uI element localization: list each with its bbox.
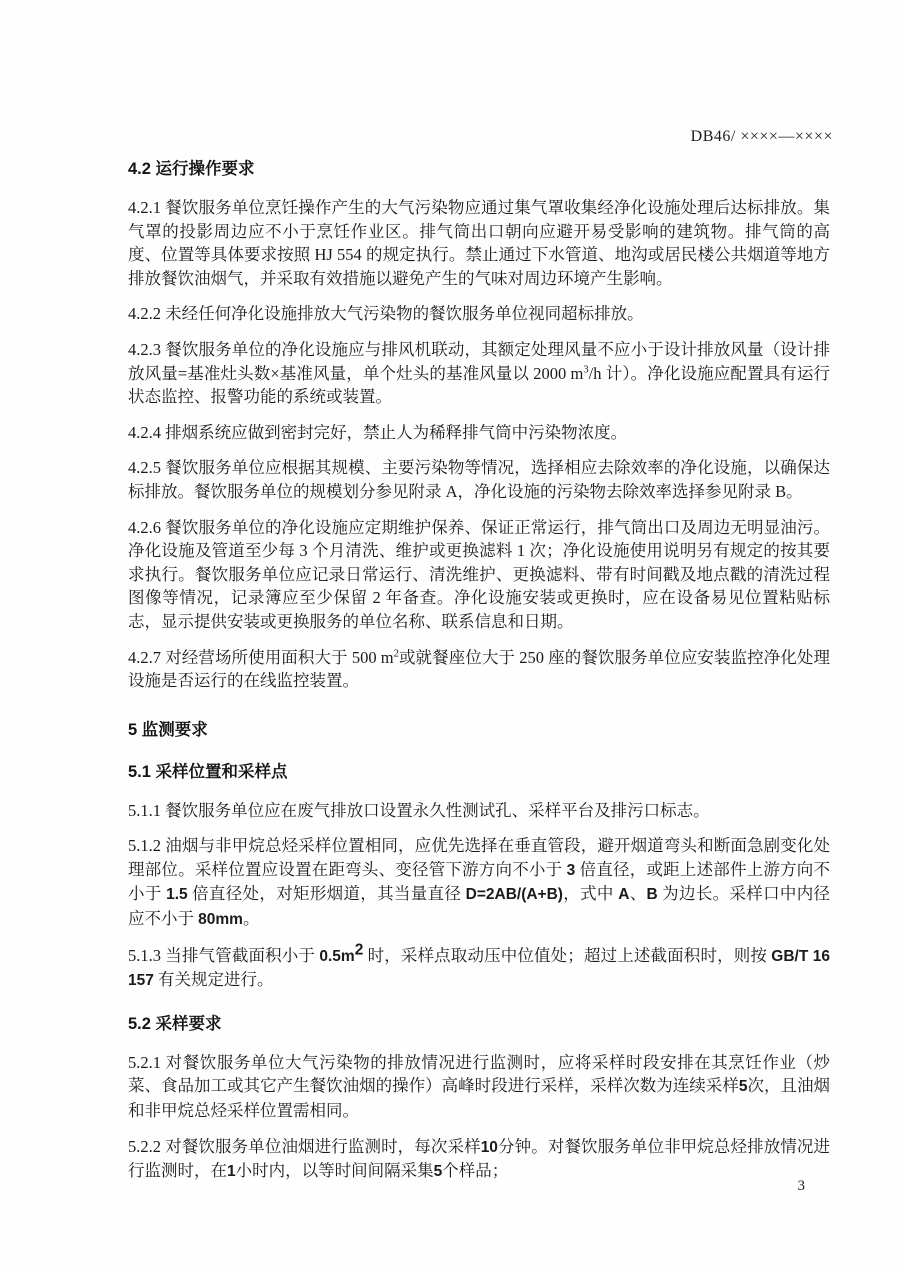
clause-4-2-1 [128,196,830,290]
clause-4-2-2 [128,302,830,326]
text-segment: 2 [354,941,364,959]
text-segment: 或就餐座位大于 250 座的餐饮服务单位应安装监控净化处理设施是否运行的在线监控装置。 [128,647,830,691]
text-segment: 5.2.1 对餐饮服务单位大气污染物的排放情况进行监测时，应将采样时段安排在其烹饪作业（炒菜、食品加工或其它产生餐饮油烟的操作）高峰时段进行采样，采样次数为连续采样 [128,1052,830,1096]
document-content [128,148,830,1196]
clause-4-2-5 [128,456,830,503]
text-segment: 10 [480,1138,498,1156]
page-header [691,126,833,148]
text-segment: 4.2.2 未经任何净化设施排放大气污染物的餐饮服务单位视同超标排放。 [128,304,644,324]
text-segment: 4.2.3 餐饮服务单位的净化设施应与排风机联动，其额定处理风量不应小于设计排放风量（设计排放风量=基准灶头数×基准风量，单个灶头的基准风量以 2000 m [128,339,830,383]
text-segment: 3 [566,861,576,879]
heading-5-1: 5.1 采样位置和采样点 [128,762,288,781]
text-segment: 。 [242,909,260,929]
text-segment: GB/T 16157 [128,947,831,990]
text-segment: 5.1.3 当排气管截面积小于 [128,945,320,965]
clause-4-2-4 [128,421,830,445]
text-segment: 5 [433,1163,443,1181]
text-segment: 倍直径处，对矩形烟道，其当量直径 [187,884,466,904]
text-segment: 4.2.4 排烟系统应做到密封完好，禁止人为稀释排气筒中污染物浓度。 [128,422,628,442]
text-segment: 倍直径，或距上述部件上游方向不小于 [128,859,831,904]
text-segment: A [618,886,630,904]
text-segment: B [646,886,658,904]
text-segment: 4.2.5 餐饮服务单位应根据其规模、主要污染物等情况，选择相应去除效率的净化设施，以确保达标排放。餐饮服务单位的规模划分参见附录 A，净化设施的污染物去除效率选择参见附录 B。 [128,458,830,501]
clause-4-2-7 [128,646,830,693]
text-segment: 5.1.2 油烟与非甲烷总烃采样位置相同，应优先选择在垂直管段，避开烟道弯头和断面急剧变化处理部位。采样位置应设置在距弯头、变径管下游方向不小于 [128,836,830,879]
text-segment: 5.2.2 对餐饮服务单位油烟进行监测时，每次采样 [128,1136,481,1156]
clause-4-2-6 [128,516,830,634]
page-footer [798,1176,806,1196]
text-segment: 为边长。采样口中内径应不小于 [128,884,831,929]
clause-5-2-1 [128,1051,830,1123]
clause-5-1-3 [128,941,831,993]
page-number: 3 [797,1178,805,1194]
doc-number: DB46/ ××××—×××× [690,128,833,145]
clause-5-1-1 [128,799,830,823]
text-segment: D=2AB/(A+B) [465,886,563,904]
text-segment: 个样品； [442,1161,509,1181]
clause-5-2-2 [128,1135,830,1184]
text-segment: 、 [629,884,647,904]
text-segment: ，式中 [562,884,619,904]
clause-5-1-2 [128,834,830,931]
heading-5: 5 监测要求 [128,720,208,739]
text-segment: 4.2.6 餐饮服务单位的净化设施应定期维护保养、保证正常运行，排气筒出口及周边无明显油污。净化设施及管道至少每 3 个月清洗、维护或更换滤料 1 次；净化设施使用说明另有规定的按其要求执行。餐饮服务单位应记录日常运行、清洗维护、更换滤料、带有时间戳及地点戳的清洗过程图像等情况，记录簿应至少保留 2 年备查。净化设施安装或更换时，应在设备易见位置粘贴标志，显示提供安装或更换服务的单位名称、联系信息和日期。 [128,517,830,631]
heading-5-2: 5.2 采样要求 [128,1014,222,1033]
text-segment: 4.2.7 对经营场所使用面积大于 500 m [128,647,394,667]
text-segment: 5 [738,1078,748,1096]
text-segment: 4.2.1 餐饮服务单位烹饪操作产生的大气污染物应通过集气罩收集经净化设施处理后达标排放。集气罩的投影周边应不小于烹饪作业区。排气筒出口朝向应避开易受影响的建筑物。排气筒的高度、位置等具体要求按照 HJ 554 的规定执行。禁止通过下水管道、地沟或居民楼公共烟道等地方排放餐饮油烟气，并采取有效措施以避免产生的气味对周边环境产生影响。 [128,198,830,288]
text-segment: 时，采样点取动压中位值处；超过上述截面积时，则按 [363,945,772,965]
text-segment: 分钟。对餐饮服务单位非甲烷总烃排放情况进行监测时，在 [128,1136,831,1181]
text-segment: 1 [227,1163,236,1181]
text-segment: 小时内，以等时间间隔采集 [235,1161,434,1181]
text-segment: 2 [393,648,399,659]
text-segment: /h 计）。净化设施应配置具有运行状态监控、报警功能的系统或装置。 [128,363,830,407]
text-segment: 次，且油烟和非甲烷总烃采样位置需相同。 [128,1076,831,1121]
text-segment: 80mm [198,911,243,929]
text-segment: 1.5 [166,886,188,904]
text-segment: 3 [583,364,589,376]
heading-4-2: 4.2 运行操作要求 [128,160,255,178]
text-segment: 0.5m [319,947,355,965]
text-segment: 有关规定进行。 [153,970,274,990]
clause-4-2-3 [128,338,830,409]
text-segment: 5.1.1 餐饮服务单位应在废气排放口设置永久性测试孔、采样平台及排污口标志。 [128,800,710,820]
